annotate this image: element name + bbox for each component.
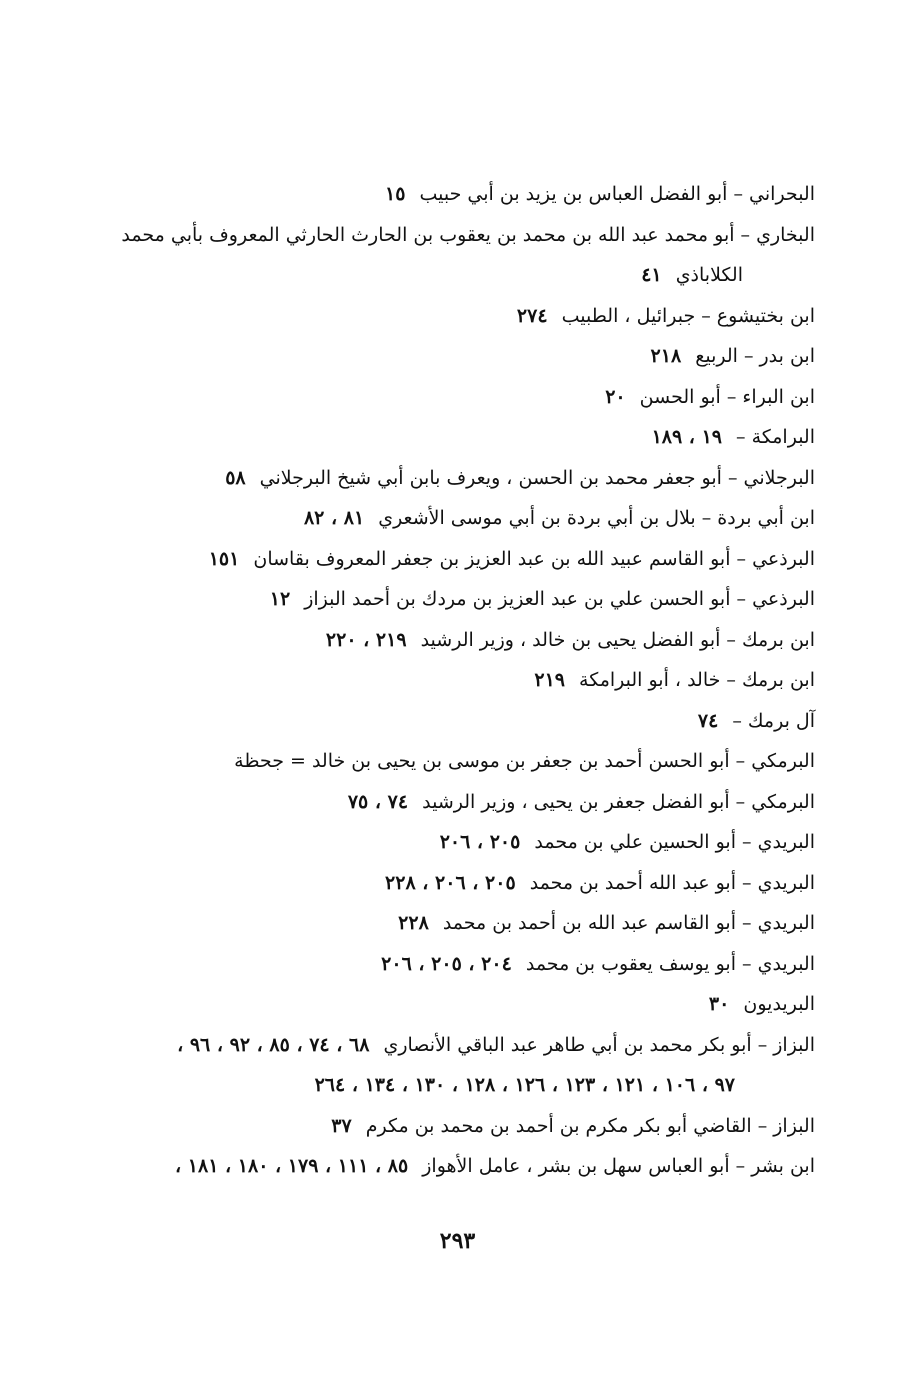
entry-text: ابن بشر – أبو العباس سهل بن بشر ، عامل الأهواز xyxy=(422,1155,815,1177)
entry-continuation-text: الكلاباذي xyxy=(675,264,743,286)
index-entry xyxy=(130,458,815,499)
entry-continuation-page-numbers: ٩٧ ، ١٠٦ ، ١٢١ ، ١٢٣ ، ١٢٦ ، ١٢٨ ، ١٣٠ ، ١٣٤ ، ٢٦٤ xyxy=(314,1074,735,1096)
entry-text: البحراني – أبو الفضل العباس بن يزيد بن أبي حبيب xyxy=(419,183,815,205)
entry-text: ابن بختيشوع – جبرائيل ، الطبيب xyxy=(561,304,815,327)
entry-text: البريدي – أبو عبد الله أحمد بن محمد xyxy=(529,871,815,894)
entry-page-numbers: ٧٤ xyxy=(697,709,719,732)
entry-page-numbers: ١٥١ xyxy=(208,547,240,570)
index-entry xyxy=(130,498,815,539)
index-entry xyxy=(130,296,815,337)
index-entry xyxy=(130,417,815,458)
index-entry xyxy=(121,215,815,296)
entry-text: البرجلاني – أبو جعفر محمد بن الحسن ، ويعرف بابن أبي شيخ البرجلاني xyxy=(259,466,815,489)
index-entry xyxy=(130,336,815,377)
entry-page-numbers: ٢٠ xyxy=(605,385,626,408)
entry-page-numbers: ٢٠٥ ، ٢٠٦ xyxy=(439,831,521,853)
entry-text: البريدي – أبو القاسم عبد الله بن أحمد بن محمد xyxy=(442,912,815,934)
index-entry xyxy=(130,377,815,418)
entry-page-numbers: ٢١٨ xyxy=(650,345,682,367)
entry-page-numbers: ١٩ ، ١٨٩ xyxy=(651,426,722,448)
index-entry xyxy=(130,539,815,580)
entry-text: ابن البراء – أبو الحسن xyxy=(639,385,815,408)
entry-page-numbers: ٣٠ xyxy=(708,993,730,1015)
entry-text: البرمكي – أبو الحسن أحمد بن جعفر بن موسى بن يحيى بن خالد = جحظة xyxy=(234,750,815,772)
entry-continuation xyxy=(130,1065,815,1106)
entry-text: البخاري – أبو محمد عبد الله بن محمد بن يعقوب بن الحارث الحارثي المعروف بأبي محمد xyxy=(121,223,815,246)
index-entry xyxy=(130,1025,815,1106)
page-number: ٢٩٣ xyxy=(439,1228,476,1254)
entry-page-numbers: ٨١ ، ٨٢ xyxy=(303,507,365,529)
index-entry xyxy=(130,822,815,863)
entry-text: البزاز – القاضي أبو بكر مكرم بن أحمد بن محمد بن مكرم xyxy=(365,1114,815,1137)
entry-text: ابن برمك – أبو الفضل يحيى بن خالد ، وزير الرشيد xyxy=(420,628,815,651)
entry-text: البزاز – أبو بكر محمد بن أبي طاهر عبد الباقي الأنصاري xyxy=(383,1033,815,1056)
index-list xyxy=(121,174,815,1187)
entry-page-numbers: ٣٧ xyxy=(331,1114,352,1137)
entry-page-numbers: ١٥ xyxy=(385,183,406,205)
entry-continuation xyxy=(130,255,815,296)
index-entry xyxy=(130,174,815,215)
entry-page-numbers: ٢١٩ xyxy=(534,669,565,691)
entry-page-numbers: ٢٠٤ ، ٢٠٥ ، ٢٠٦ xyxy=(381,952,512,975)
entry-text: البرذعي – أبو الحسن علي بن عبد العزيز بن مردك بن أحمد البزاز xyxy=(304,588,815,610)
entry-text: ابن أبي بردة – بلال بن أبي بردة بن أبي موسى الأشعري xyxy=(378,507,815,529)
index-entry xyxy=(130,863,815,904)
index-entry xyxy=(130,1146,815,1187)
entry-page-numbers: ٥٨ xyxy=(225,466,246,489)
entry-text: البرمكي – أبو الفضل جعفر بن يحيى ، وزير الرشيد xyxy=(422,790,815,813)
index-entry xyxy=(130,741,815,782)
entry-text: البرذعي – أبو القاسم عبيد الله بن عبد العزيز بن جعفر المعروف بقاسان xyxy=(253,547,815,570)
entry-page-numbers: ٤١ xyxy=(641,264,662,286)
index-entry xyxy=(130,620,815,661)
entry-text: البرامكة – xyxy=(736,426,815,448)
index-entry xyxy=(130,660,815,701)
index-entry xyxy=(130,944,815,985)
entry-page-numbers: ٢١٩ ، ٢٢٠ xyxy=(325,628,407,651)
index-entry xyxy=(130,903,815,944)
index-entry xyxy=(130,1106,815,1147)
entry-page-numbers: ٢٢٨ xyxy=(398,912,429,934)
entry-page-numbers: ٢٠٥ ، ٢٠٦ ، ٢٢٨ xyxy=(385,871,516,894)
entry-page-numbers: ١٢ xyxy=(269,588,291,610)
entry-page-numbers: ٧٤ ، ٧٥ xyxy=(347,790,409,813)
entry-text: البريديون xyxy=(743,993,815,1015)
index-entry xyxy=(130,579,815,620)
index-entry xyxy=(130,984,815,1025)
entry-text: البريدي – أبو الحسين علي بن محمد xyxy=(534,831,815,853)
entry-text: البريدي – أبو يوسف يعقوب بن محمد xyxy=(525,952,815,975)
entry-text: آل برمك – xyxy=(732,709,815,732)
index-entry xyxy=(130,701,815,742)
entry-page-numbers: ٨٥ ، ١١١ ، ١٧٩ ، ١٨٠ ، ١٨١ ، xyxy=(175,1155,409,1177)
entry-text: ابن بدر – الربيع xyxy=(695,345,815,367)
entry-page-numbers: ٢٧٤ xyxy=(516,304,548,327)
entry-page-numbers: ٦٨ ، ٧٤ ، ٨٥ ، ٩٢ ، ٩٦ ، xyxy=(177,1033,370,1056)
entry-text: ابن برمك – خالد ، أبو البرامكة xyxy=(579,669,815,691)
index-entry xyxy=(130,782,815,823)
